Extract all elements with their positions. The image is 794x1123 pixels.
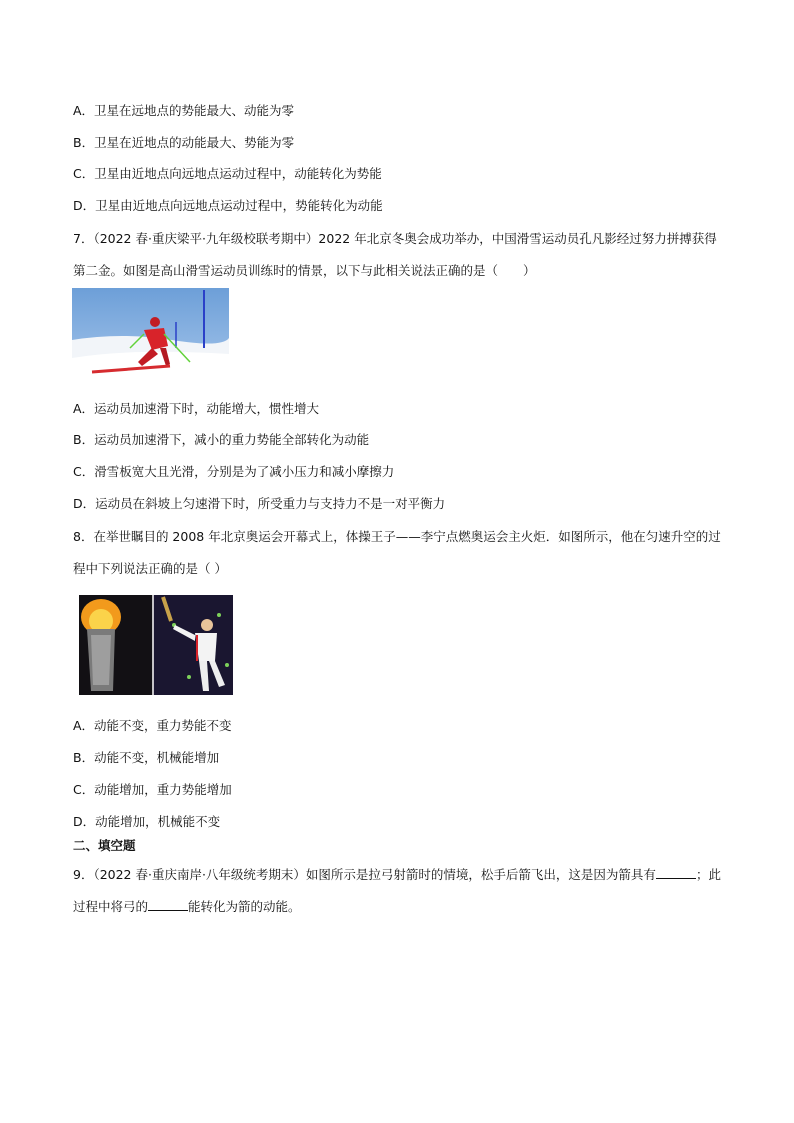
- q9-text-part1: 9．（2022 春·重庆南岸·八年级统考期末）如图所示是拉弓射箭时的情境，松手后箭飞出，这是因为箭具有: [73, 867, 656, 882]
- q8-stem: 8．在举世瞩目的 2008 年北京奥运会开幕式上，体操王子——李宁点燃奥运会主火炬．如图所示，他在匀速升空的过程中下列说法正确的是（ ）: [73, 529, 721, 576]
- q6-option-d: D．卫星由近地点向远地点运动过程中，势能转化为动能: [73, 198, 383, 213]
- q8-option-b: B．动能不变，机械能增加: [73, 750, 220, 765]
- q6-option-c: C．卫星由近地点向远地点运动过程中，动能转化为势能: [73, 166, 382, 181]
- torch-lighting-image: [79, 595, 233, 695]
- skier-image: [72, 288, 229, 388]
- q7-option-c: C．滑雪板宽大且光滑，分别是为了减小压力和减小摩擦力: [73, 464, 395, 479]
- q7-option-d: D．运动员在斜坡上匀速滑下时，所受重力与支持力不是一对平衡力: [73, 496, 446, 511]
- q6-option-b: B．卫星在近地点的动能最大、势能为零: [73, 135, 295, 150]
- q9-text-part2: ；此过程中将弓的: [73, 867, 721, 914]
- q6-option-a: A．卫星在远地点的势能最大、动能为零: [73, 103, 295, 118]
- q9-stem: [73, 859, 723, 923]
- q7-option-a: A．运动员加速滑下时，动能增大，惯性增大: [73, 401, 320, 416]
- q7-option-b: B．运动员加速滑下，减小的重力势能全部转化为动能: [73, 432, 370, 447]
- section-title: 二、填空题: [73, 838, 136, 853]
- torch-photo: [79, 595, 233, 695]
- q8-option-d: D．动能增加，机械能不变: [73, 814, 221, 829]
- q9-answer-blank-1[interactable]: [656, 866, 696, 879]
- q7-stem: 7．（2022 春·重庆梁平·九年级校联考期中）2022 年北京冬奥会成功举办，中国滑雪运动员孔凡影经过努力拼搏获得第二金。如图是高山滑雪运动员训练时的情景，以下与此相关说法正确的是（ ）: [73, 231, 717, 278]
- q8-option-a: A．动能不变，重力势能不变: [73, 718, 232, 733]
- q8-option-c: C．动能增加，重力势能增加: [73, 782, 232, 797]
- q9-text-part3: 能转化为箭的动能。: [188, 899, 301, 914]
- ski-photo: [72, 288, 229, 388]
- q9-answer-blank-2[interactable]: [148, 898, 188, 911]
